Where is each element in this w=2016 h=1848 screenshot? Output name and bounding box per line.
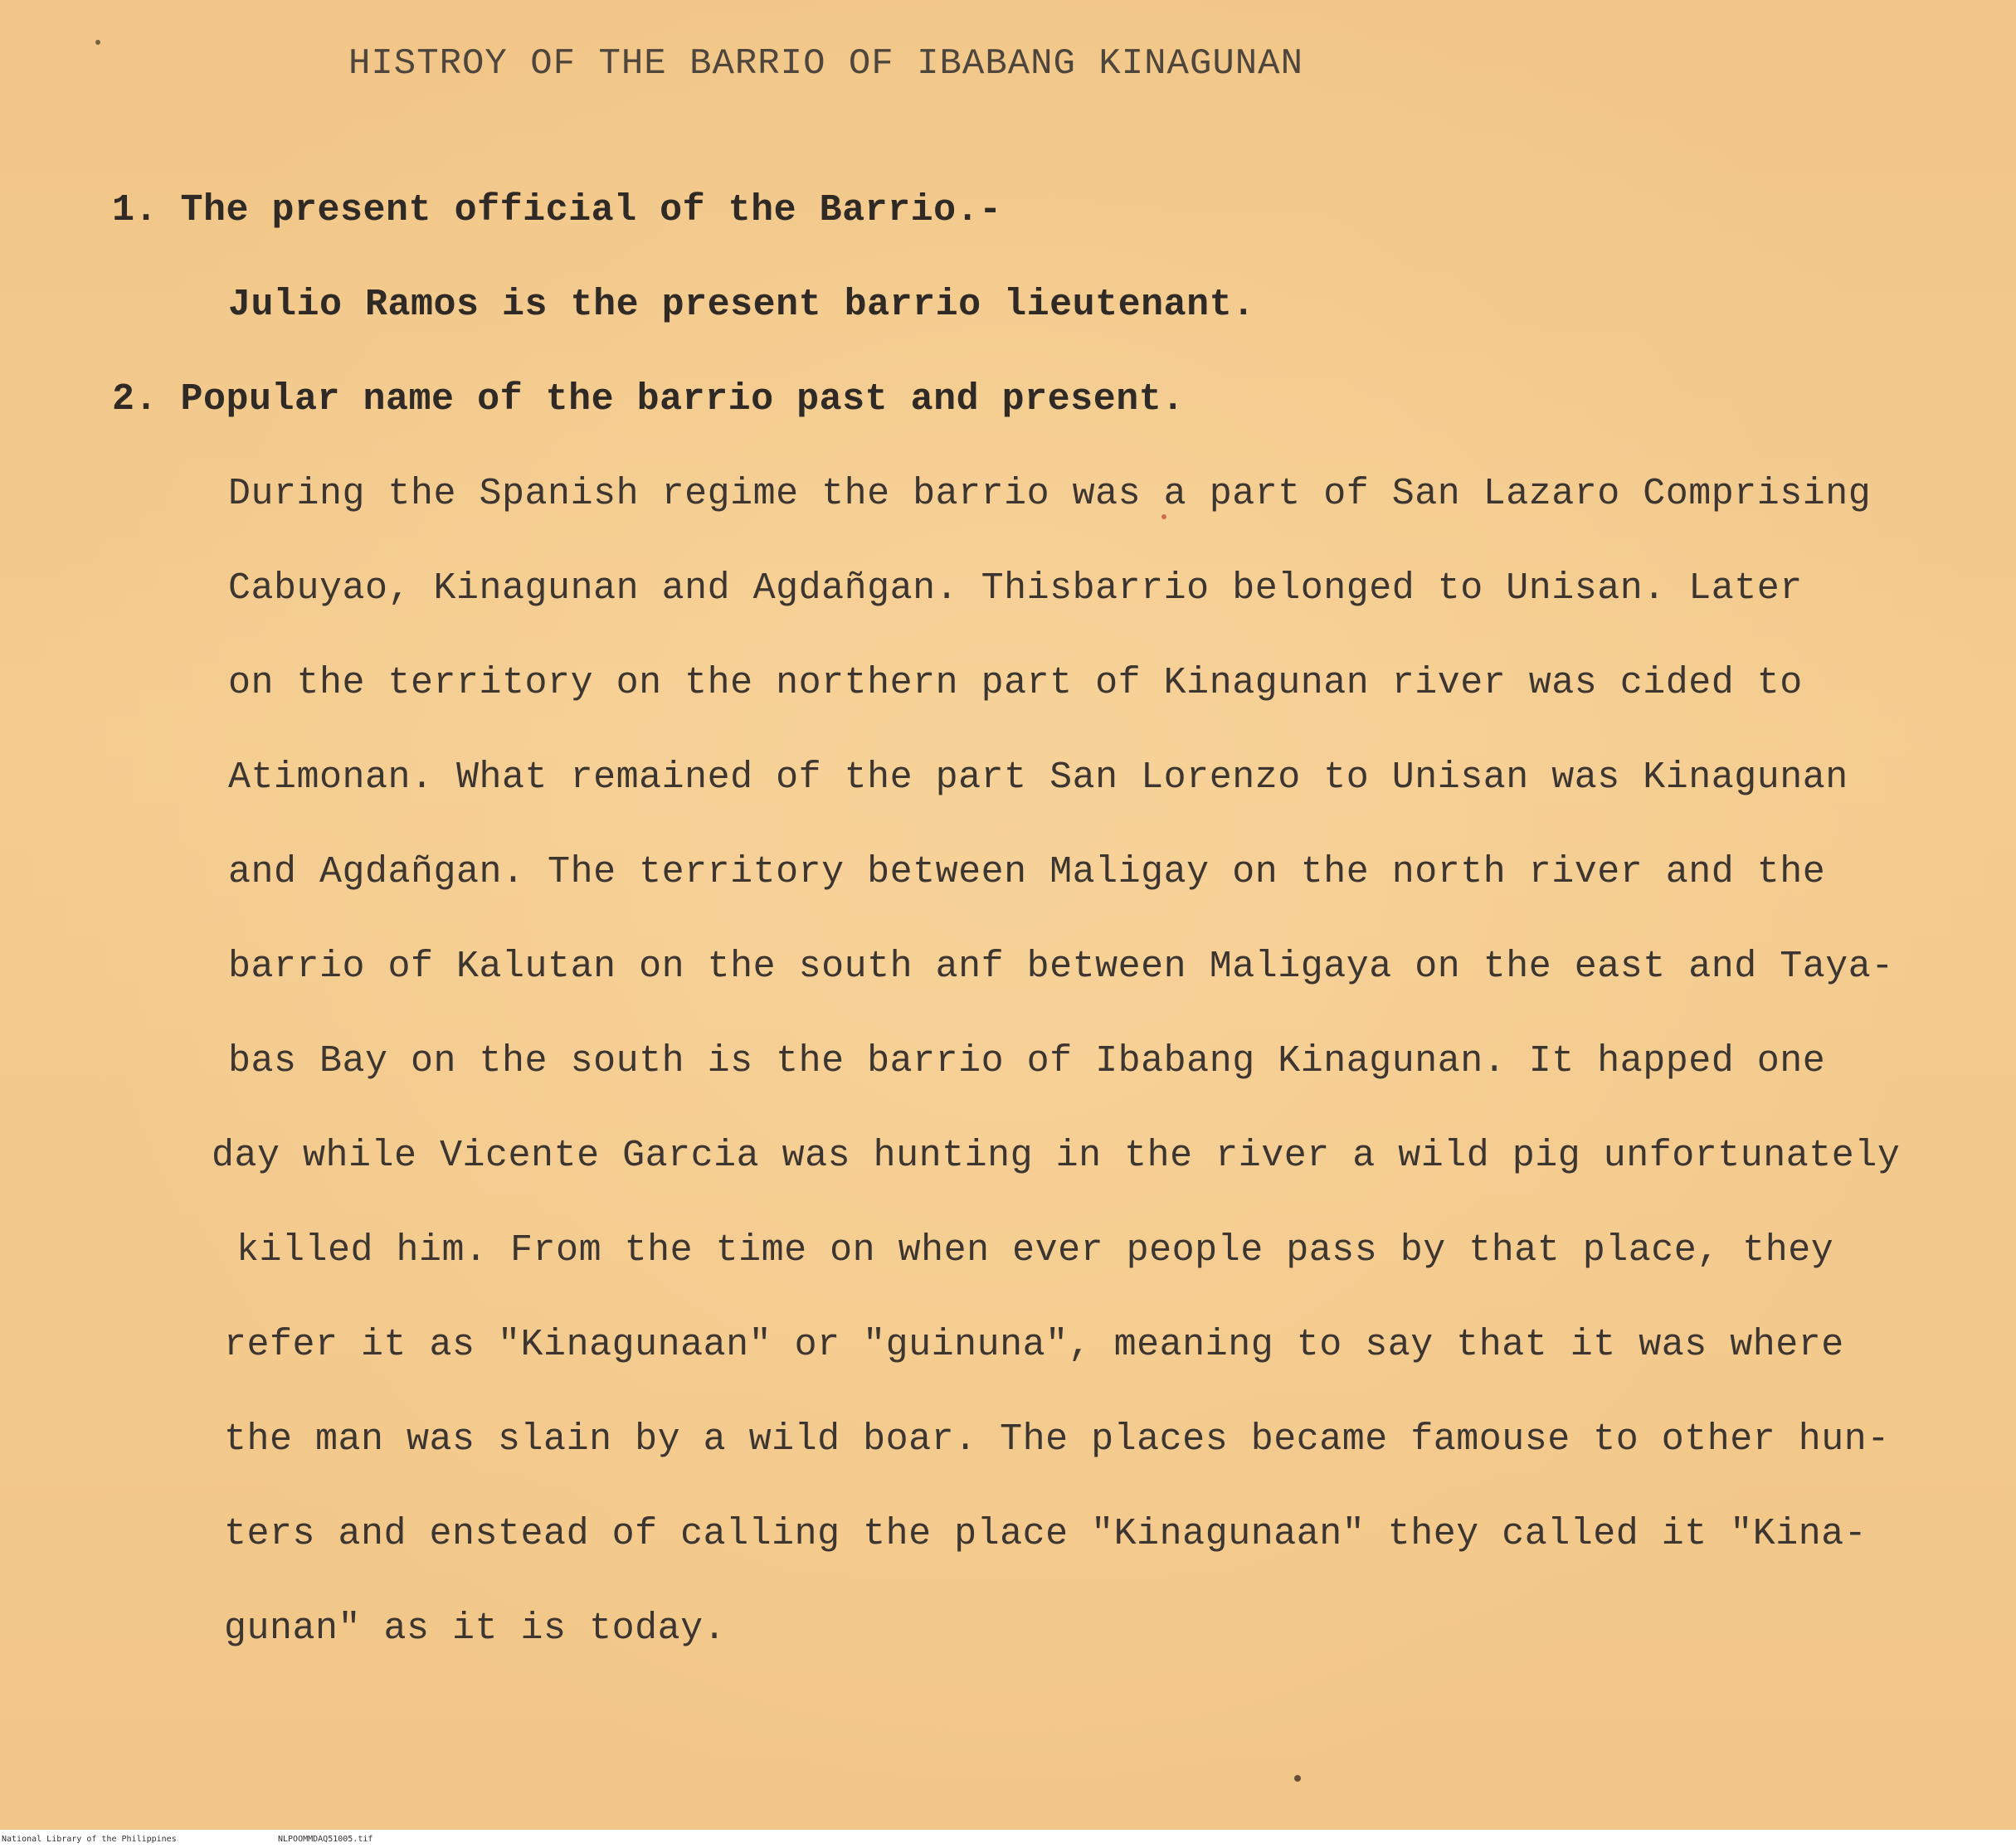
- footer-institution: National Library of the Philippines: [2, 1835, 177, 1844]
- body-line: day while Vicente Garcia was hunting in the river a wild pig unfortunately: [212, 1135, 1901, 1177]
- body-line: Atimonan. What remained of the part San Lorenzo to Unisan was Kinagunan: [228, 756, 1848, 799]
- paper-stain: [1294, 1775, 1301, 1782]
- body-line: the man was slain by a wild boar. The places became famouse to other hun-: [224, 1418, 1890, 1461]
- section-heading: 1. The present official of the Barrio.-: [112, 189, 1002, 231]
- body-line: bas Bay on the south is the barrio of Ibabang Kinagunan. It happed one: [228, 1040, 1826, 1082]
- body-line: on the territory on the northern part of Kinagunan river was cided to: [228, 662, 1803, 704]
- scan-footer: [0, 1830, 2016, 1848]
- bleed-through-shadow: [100, 133, 122, 174]
- body-line: Julio Ramos is the present barrio lieutenant.: [228, 284, 1255, 326]
- paper-stain: [95, 40, 100, 45]
- body-line: and Agdañgan. The territory between Maligay on the north river and the: [228, 851, 1826, 893]
- body-line: During the Spanish regime the barrio was a part of San Lazaro Comprising: [228, 473, 1872, 515]
- body-line: Cabuyao, Kinagunan and Agdañgan. Thisbarrio belonged to Unisan. Later: [228, 567, 1803, 610]
- body-line: refer it as "Kinagunaan" or "guinuna", meaning to say that it was where: [224, 1324, 1844, 1366]
- body-line: ters and enstead of calling the place "Kinagunaan" they called it "Kina-: [224, 1513, 1867, 1555]
- footer-file-id: NLPOOMMDAQ51005.tif: [278, 1835, 373, 1844]
- body-line: killed him. From the time on when ever people pass by that place, they: [236, 1229, 1834, 1272]
- body-line: barrio of Kalutan on the south anf between Maligaya on the east and Taya-: [228, 946, 1894, 988]
- body-line: gunan" as it is today.: [224, 1607, 727, 1650]
- document-title: HISTROY OF THE BARRIO OF IBABANG KINAGUNAN: [348, 43, 1303, 85]
- section-heading: 2. Popular name of the barrio past and present.: [112, 378, 1185, 421]
